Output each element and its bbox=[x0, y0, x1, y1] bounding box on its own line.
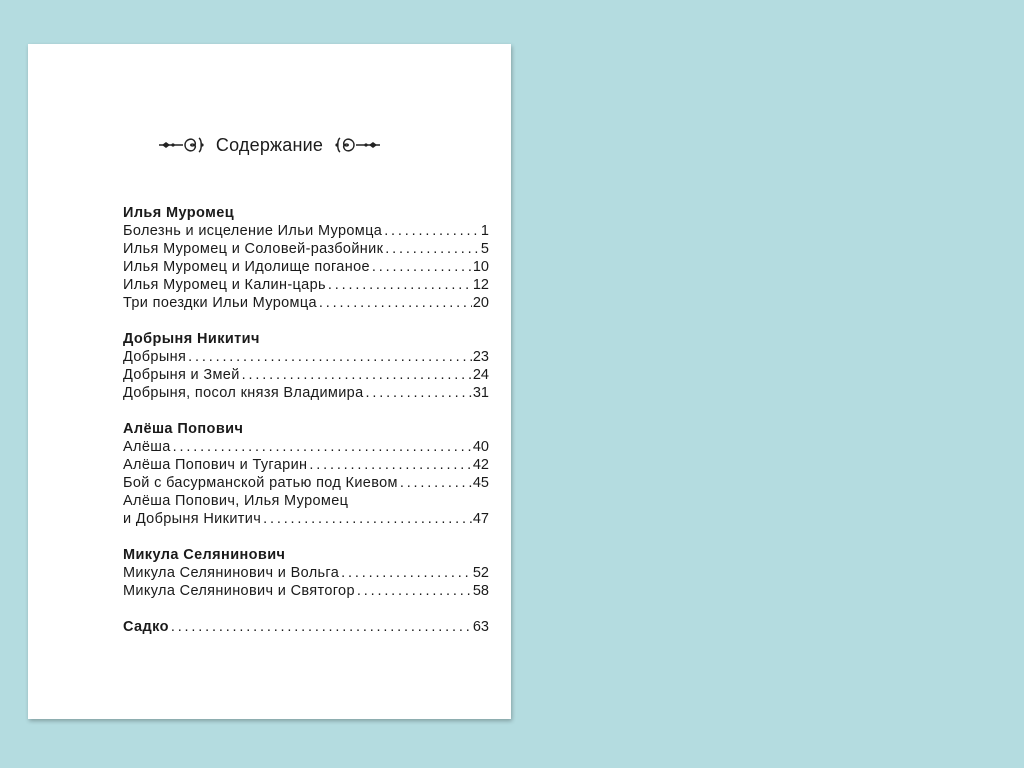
table-of-contents bbox=[123, 204, 489, 654]
toc-entry[interactable] bbox=[123, 384, 489, 402]
entry-page: 40 bbox=[472, 439, 489, 455]
entry-page: 42 bbox=[472, 457, 489, 473]
entry-page: 12 bbox=[472, 277, 489, 293]
toc-entry[interactable] bbox=[123, 438, 489, 456]
dot-leader bbox=[319, 294, 472, 312]
dot-leader bbox=[372, 258, 472, 276]
entry-page: 5 bbox=[480, 241, 489, 257]
entry-title: Бой с басурманской ратью под Киевом bbox=[123, 475, 398, 491]
dot-leader bbox=[385, 240, 480, 258]
dot-leader bbox=[173, 438, 472, 456]
entry-title: Садко bbox=[123, 619, 169, 635]
dot-leader bbox=[384, 222, 480, 240]
entry-page: 10 bbox=[472, 259, 489, 275]
toc-entry[interactable] bbox=[123, 294, 489, 312]
toc-entry[interactable] bbox=[123, 240, 489, 258]
entry-title: Добрыня bbox=[123, 349, 187, 365]
entry-title: Илья Муромец и Калин-царь bbox=[123, 277, 326, 293]
toc-entry-sadko[interactable] bbox=[123, 618, 489, 636]
entry-title: Илья Муромец и Идолище поганое bbox=[123, 259, 370, 275]
dot-leader bbox=[171, 618, 472, 636]
contents-heading bbox=[28, 134, 511, 156]
dot-leader bbox=[328, 276, 472, 294]
toc-section-alyosha bbox=[123, 420, 489, 528]
section-title: Алёша Попович bbox=[123, 421, 244, 437]
entry-page: 52 bbox=[472, 565, 489, 581]
entry-title: Добрыня, посол князя Владимира bbox=[123, 385, 364, 401]
entry-page: 23 bbox=[472, 349, 489, 365]
dot-leader bbox=[357, 582, 472, 600]
entry-title: Микула Селянинович и Вольга bbox=[123, 565, 340, 581]
page-title: Содержание bbox=[215, 134, 324, 155]
dot-leader bbox=[309, 456, 471, 474]
section-title: Добрыня Никитич bbox=[123, 331, 260, 347]
dot-leader bbox=[188, 348, 472, 366]
entry-page: 58 bbox=[472, 583, 489, 599]
entry-page: 24 bbox=[472, 367, 489, 383]
toc-section-mikula bbox=[123, 546, 489, 600]
toc-entry[interactable] bbox=[123, 564, 489, 582]
toc-entry[interactable] bbox=[123, 582, 489, 600]
entry-title: Добрыня и Змей bbox=[123, 367, 240, 383]
section-title: Илья Муромец bbox=[123, 205, 235, 221]
entry-title: Алёша bbox=[123, 439, 171, 455]
dot-leader bbox=[400, 474, 472, 492]
entry-title: Три поездки Ильи Муромца bbox=[123, 295, 317, 311]
toc-entry[interactable] bbox=[123, 456, 489, 474]
dot-leader bbox=[366, 384, 472, 402]
book-page bbox=[28, 44, 511, 719]
toc-entry-line2 bbox=[123, 510, 489, 528]
entry-page: 1 bbox=[480, 223, 489, 239]
right-ornament-icon bbox=[334, 135, 380, 155]
entry-title: Микула Селянинович и Святогор bbox=[123, 583, 355, 599]
toc-section-ilya bbox=[123, 204, 489, 312]
toc-section-dobrynya bbox=[123, 330, 489, 402]
toc-entry[interactable] bbox=[123, 366, 489, 384]
section-title: Микула Селянинович bbox=[123, 547, 286, 563]
dot-leader bbox=[242, 366, 472, 384]
toc-section-sadko bbox=[123, 618, 489, 636]
dot-leader bbox=[341, 564, 472, 582]
entry-title: Алёша Попович и Тугарин bbox=[123, 457, 308, 473]
toc-entry[interactable] bbox=[123, 222, 489, 240]
toc-entry-multiline[interactable] bbox=[123, 492, 489, 528]
entry-title-line1: Алёша Попович, Илья Муромец bbox=[123, 493, 349, 509]
entry-title: Илья Муромец и Соловей-разбойник bbox=[123, 241, 384, 257]
entry-page: 20 bbox=[472, 295, 489, 311]
toc-entry[interactable] bbox=[123, 348, 489, 366]
entry-title: Болезнь и исцеление Ильи Муромца bbox=[123, 223, 383, 239]
entry-page: 47 bbox=[472, 511, 489, 527]
entry-page: 31 bbox=[472, 385, 489, 401]
dot-leader bbox=[263, 510, 472, 528]
toc-entry[interactable] bbox=[123, 474, 489, 492]
toc-entry[interactable] bbox=[123, 258, 489, 276]
toc-entry[interactable] bbox=[123, 276, 489, 294]
entry-page: 63 bbox=[472, 619, 489, 635]
entry-page: 45 bbox=[472, 475, 489, 491]
left-ornament-icon bbox=[159, 135, 205, 155]
entry-title: и Добрыня Никитич bbox=[123, 511, 262, 527]
